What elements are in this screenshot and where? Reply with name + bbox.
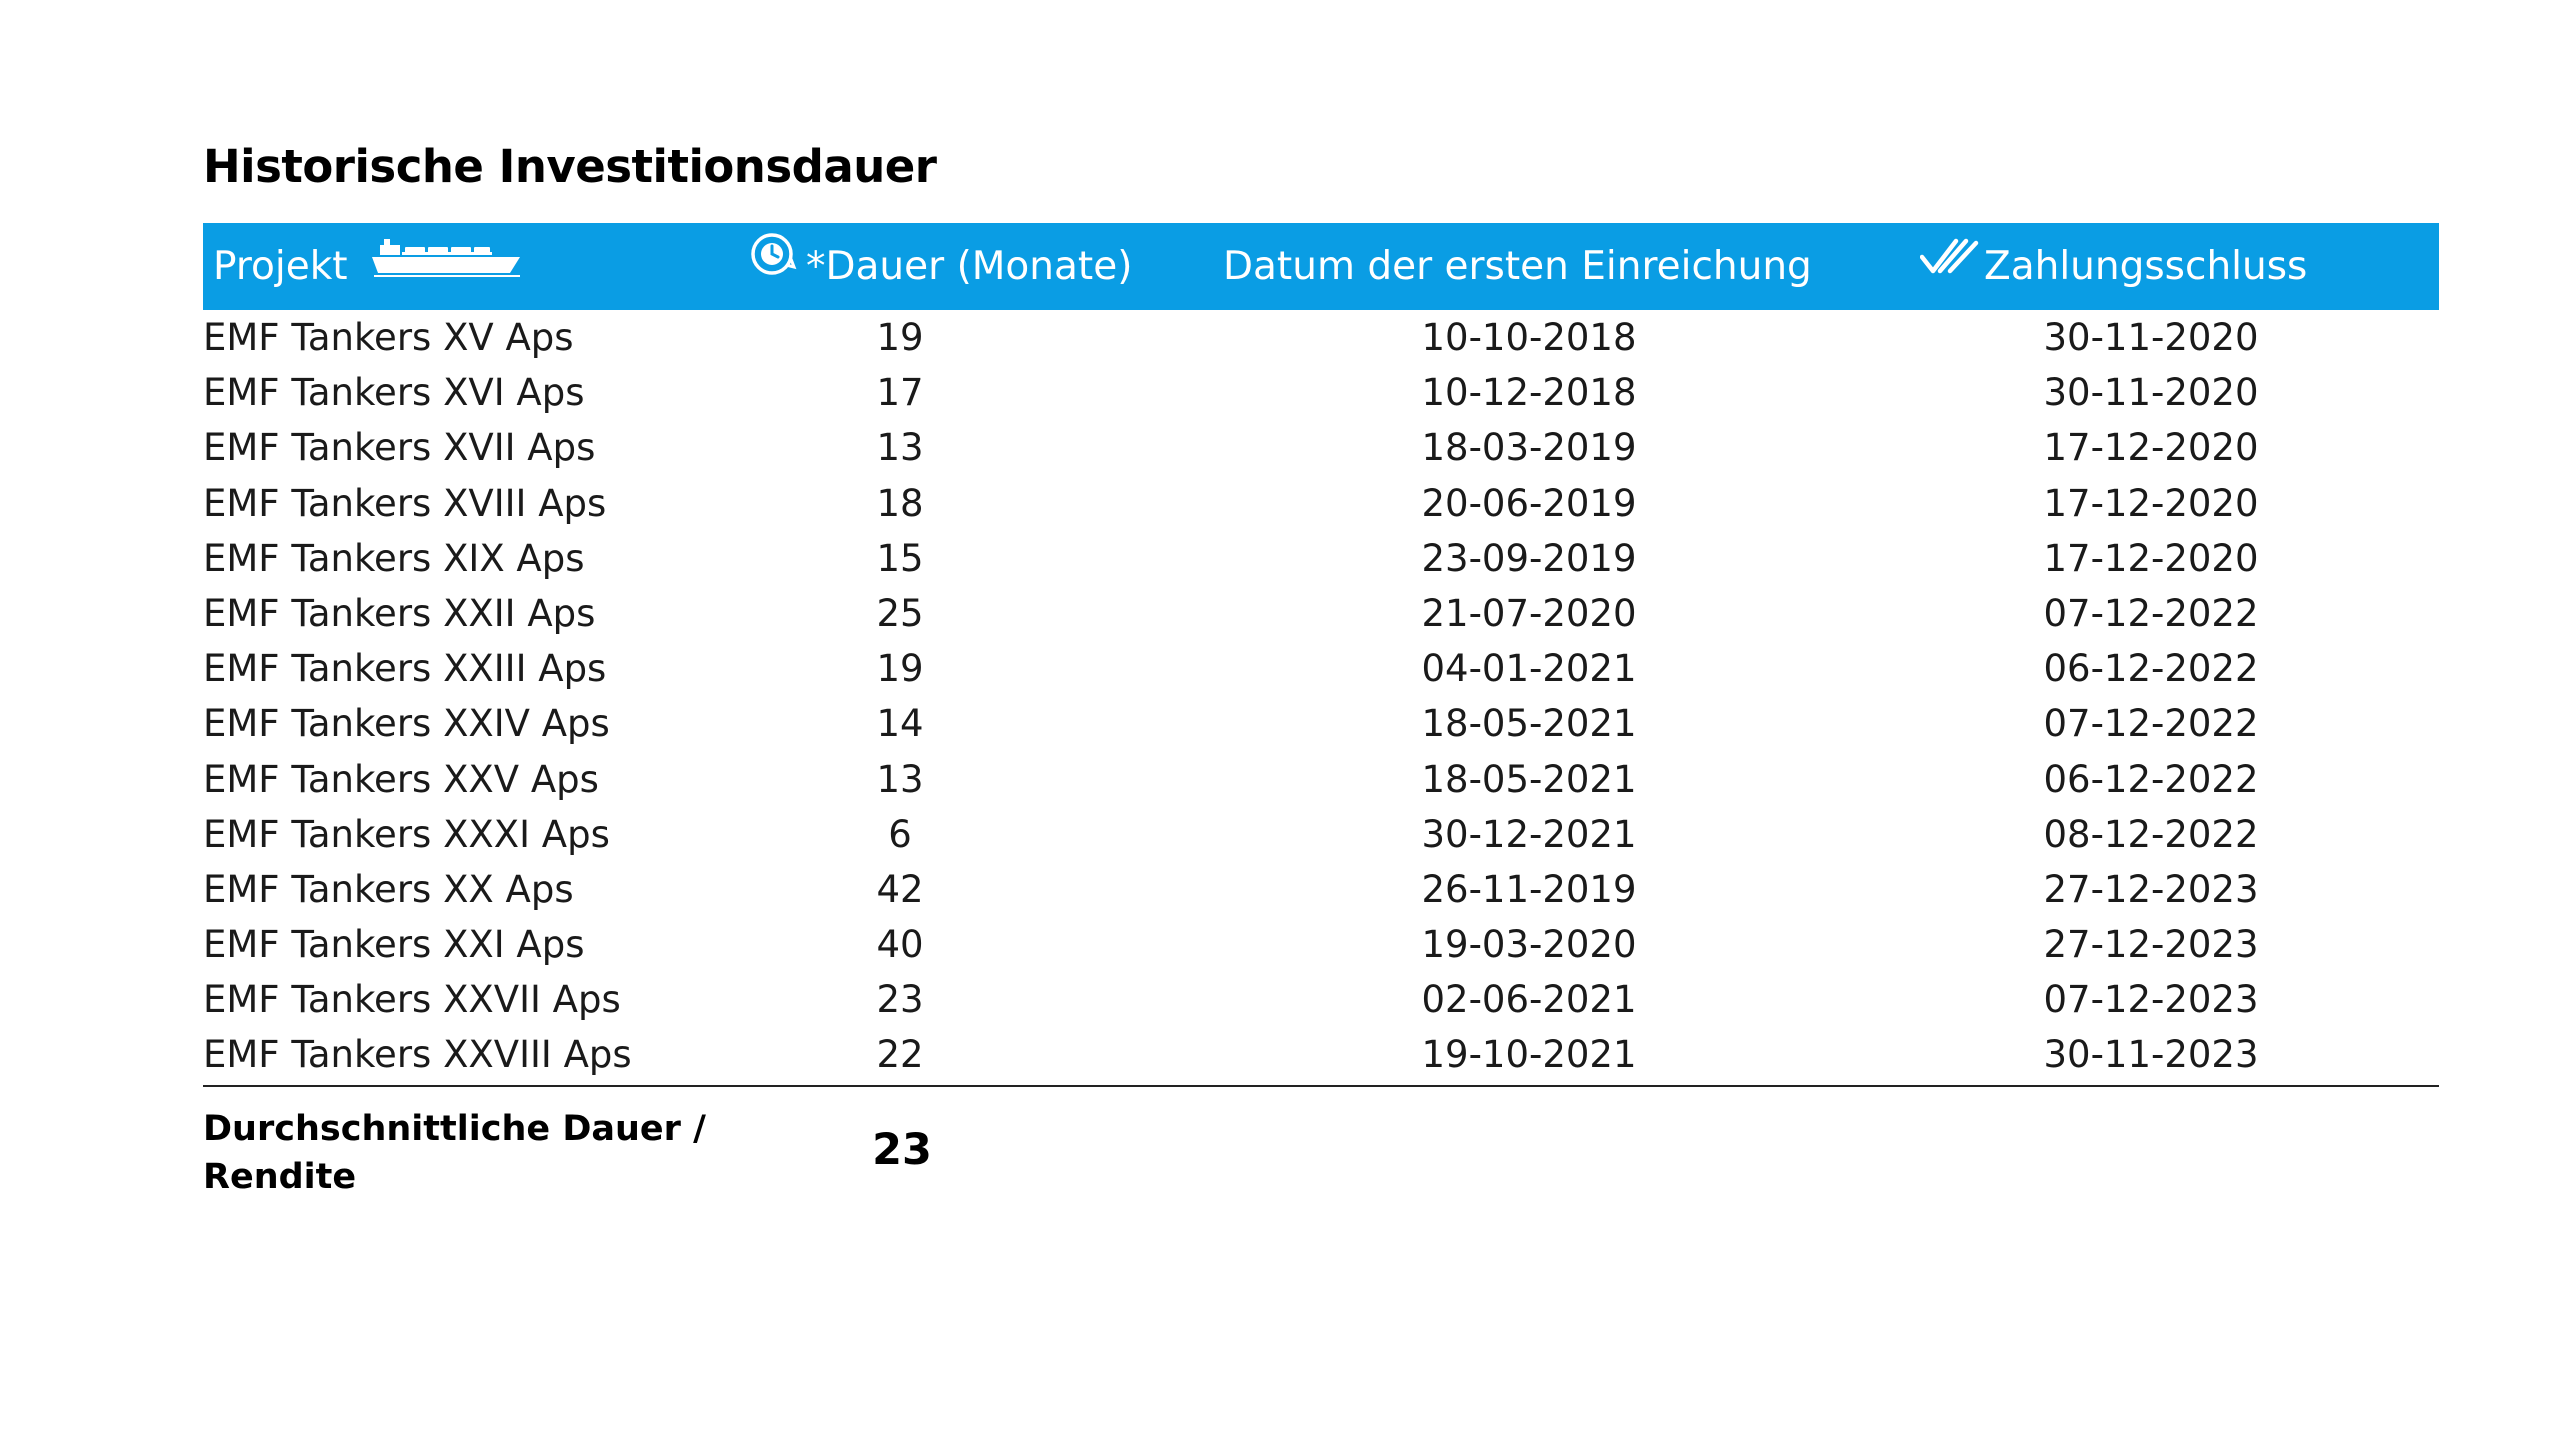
cell-zahlungsschluss: 07-12-2023: [2043, 978, 2259, 1022]
cell-zahlungsschluss: 08-12-2022: [2043, 812, 2259, 856]
cell-zahlungsschluss: 30-11-2023: [2043, 1033, 2259, 1077]
cell-zahlungsschluss: 06-12-2022: [2043, 647, 2259, 691]
cell-projekt: EMF Tankers XXI Aps: [203, 923, 585, 967]
table-row: [203, 752, 2439, 807]
table-footer: [203, 1087, 2439, 1207]
double-check-icon: [1920, 223, 1980, 310]
cell-projekt: EMF Tankers XIX Aps: [203, 536, 585, 580]
cell-zahlungsschluss: 30-11-2020: [2043, 316, 2259, 359]
cell-projekt: EMF Tankers XXVIII Aps: [203, 1033, 632, 1077]
table-row: [203, 310, 2439, 365]
table-row: [203, 476, 2439, 531]
column-header-dauer-label: *Dauer (Monate): [806, 244, 1133, 289]
average-duration-label: Durchschnittliche Dauer / Rendite: [203, 1108, 706, 1197]
cell-dauer: 18: [876, 481, 924, 525]
cell-projekt: EMF Tankers XVI Aps: [203, 371, 585, 415]
average-duration-value: 23: [872, 1124, 932, 1175]
cell-projekt: EMF Tankers XXIII Aps: [203, 647, 607, 691]
cell-dauer: 19: [876, 647, 924, 691]
cell-dauer: 14: [876, 702, 924, 746]
column-header-projekt: [213, 223, 522, 310]
column-header-datum-label: Datum der ersten Einreichung: [1223, 244, 1812, 289]
cell-dauer: 25: [876, 591, 924, 635]
table-row: [203, 365, 2439, 420]
clock-icon: [748, 223, 798, 310]
cell-dauer: 42: [876, 867, 924, 911]
cell-zahlungsschluss: 27-12-2023: [2043, 867, 2259, 911]
page-title: Historische Investitionsdauer: [203, 140, 937, 193]
cell-zahlungsschluss: 17-12-2020: [2043, 536, 2259, 580]
cell-datum: 10-10-2018: [1421, 316, 1637, 359]
cell-projekt: EMF Tankers XXVII Aps: [203, 978, 621, 1022]
table-row: [203, 862, 2439, 917]
column-header-zahlungsschluss: [1920, 223, 2307, 310]
table-row: [203, 972, 2439, 1027]
cell-datum: 23-09-2019: [1421, 536, 1637, 580]
cell-projekt: EMF Tankers XVIII Aps: [203, 481, 607, 525]
cell-zahlungsschluss: 30-11-2020: [2043, 371, 2259, 415]
cell-zahlungsschluss: 17-12-2020: [2043, 426, 2259, 470]
cell-dauer: 6: [888, 812, 912, 856]
cell-datum: 19-03-2020: [1421, 923, 1637, 967]
table-row: [203, 807, 2439, 862]
investment-duration-table: [203, 223, 2439, 1207]
cell-dauer: 15: [876, 536, 924, 580]
cell-dauer: 22: [876, 1033, 924, 1077]
cell-zahlungsschluss: 27-12-2023: [2043, 923, 2259, 967]
column-header-datum: [1223, 223, 1812, 310]
cell-dauer: 23: [876, 978, 924, 1022]
cell-dauer: 13: [876, 757, 924, 801]
table-row: [203, 586, 2439, 641]
column-header-zahlungsschluss-label: Zahlungsschluss: [1984, 244, 2308, 289]
table-row: [203, 696, 2439, 751]
cell-dauer: 40: [876, 923, 924, 967]
column-header-projekt-label: Projekt: [213, 244, 348, 289]
ship-icon: [372, 223, 522, 310]
table-row: [203, 1027, 2439, 1082]
cell-datum: 10-12-2018: [1421, 371, 1637, 415]
cell-projekt: EMF Tankers XVII Aps: [203, 426, 596, 470]
cell-dauer: 19: [876, 316, 924, 359]
table-row: [203, 531, 2439, 586]
cell-projekt: EMF Tankers XV Aps: [203, 316, 574, 359]
cell-dauer: 13: [876, 426, 924, 470]
cell-zahlungsschluss: 17-12-2020: [2043, 481, 2259, 525]
table-body: [203, 310, 2439, 1083]
cell-zahlungsschluss: 06-12-2022: [2043, 757, 2259, 801]
cell-projekt: EMF Tankers XXII Aps: [203, 591, 596, 635]
cell-zahlungsschluss: 07-12-2022: [2043, 591, 2259, 635]
cell-datum: 04-01-2021: [1421, 647, 1637, 691]
cell-projekt: EMF Tankers XXIV Aps: [203, 702, 610, 746]
cell-projekt: EMF Tankers XXXI Aps: [203, 812, 610, 856]
column-header-dauer: [748, 223, 1132, 310]
cell-datum: 21-07-2020: [1421, 591, 1637, 635]
table-row: [203, 917, 2439, 972]
cell-datum: 30-12-2021: [1421, 812, 1637, 856]
cell-datum: 26-11-2019: [1421, 867, 1637, 911]
cell-projekt: EMF Tankers XXV Aps: [203, 757, 599, 801]
cell-datum: 18-03-2019: [1421, 426, 1637, 470]
cell-datum: 18-05-2021: [1421, 757, 1637, 801]
table-row: [203, 420, 2439, 475]
table-header: [203, 223, 2439, 310]
cell-datum: 19-10-2021: [1421, 1033, 1637, 1077]
cell-projekt: EMF Tankers XX Aps: [203, 867, 574, 911]
table-row: [203, 641, 2439, 696]
cell-zahlungsschluss: 07-12-2022: [2043, 702, 2259, 746]
cell-datum: 20-06-2019: [1421, 481, 1637, 525]
cell-datum: 02-06-2021: [1421, 978, 1637, 1022]
cell-dauer: 17: [876, 371, 924, 415]
cell-datum: 18-05-2021: [1421, 702, 1637, 746]
